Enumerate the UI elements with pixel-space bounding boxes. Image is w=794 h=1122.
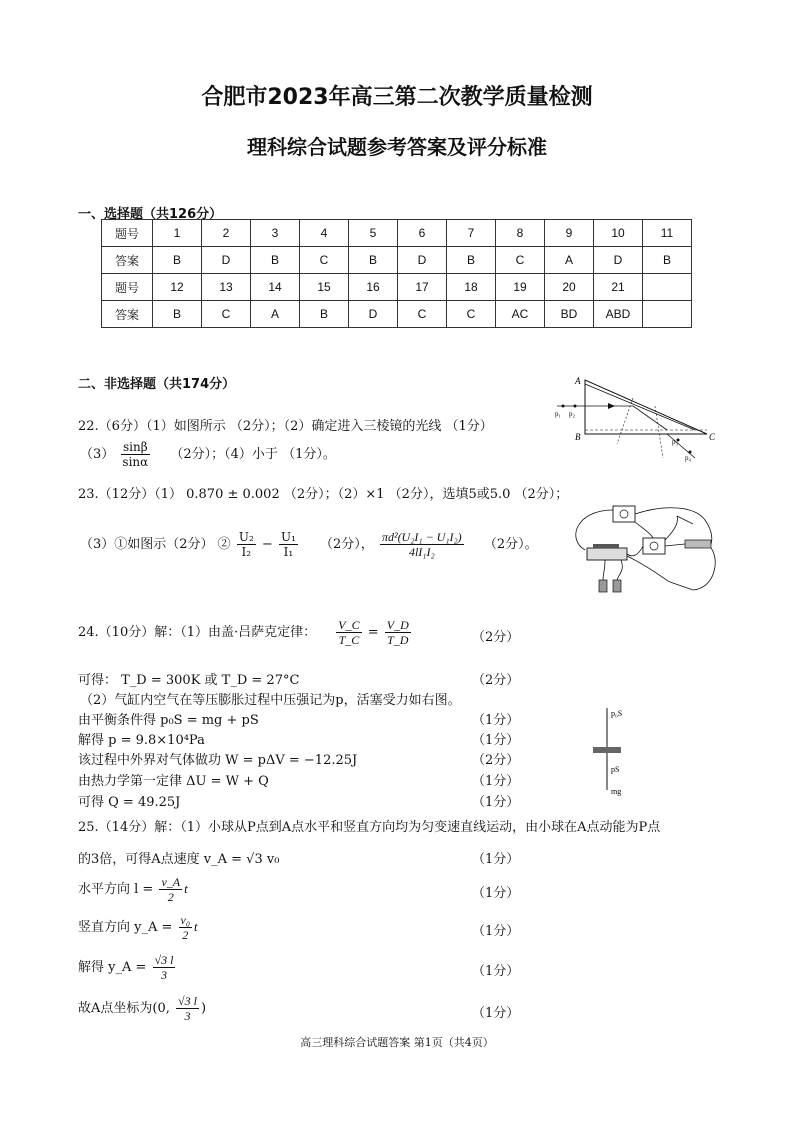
minus-sign: − [261,537,273,552]
answer-table [101,219,692,328]
q22-fraction [120,440,150,469]
table-cell: 1 [153,220,202,247]
fraction-denominator: 3 [184,1009,191,1023]
table-cell: 6 [398,220,447,247]
table-cell: B [153,301,202,328]
q25-line6-prefix: 故A点坐标为(0, [78,1001,170,1016]
q25-points-6: （1分） [472,1006,520,1021]
q24-points-5: （1分） [472,733,520,748]
table-cell: 21 [594,274,643,301]
fraction-numerator: V_C [338,618,360,632]
table-cell: 10 [594,220,643,247]
page-title: 合肥市2023年高三第二次教学质量检测 [201,85,593,110]
table-cell: 12 [153,274,202,301]
fraction-va-2 [159,875,182,904]
table-cell: 19 [496,274,545,301]
fraction-resistivity [380,530,464,559]
fraction-denominator: T_C [338,633,360,647]
table-cell: 15 [300,274,349,301]
section2-heading: 二、非选择题（共174分） [78,377,236,392]
fraction-denominator: I₁ [283,545,294,559]
fraction-coordinate [176,994,199,1023]
q24-line2: 可得： T_D = 300K 或 T_D = 27°C [78,673,300,688]
table-cell: ABD [594,301,643,328]
q25-line4 [78,913,198,942]
table-cell: 2 [202,220,251,247]
q24-points-8: （1分） [472,795,520,810]
table-cell: 16 [349,274,398,301]
q25-line3-prefix: 水平方向 l = [78,882,154,897]
q25-line6 [78,994,206,1023]
q25-line3 [78,875,188,904]
table-cell: C [398,301,447,328]
fraction-numerator: √3 l [178,994,197,1008]
q24-points-6: （2分） [472,753,520,768]
fraction-numerator: πd²(U₂I₁ − U₁I₂) [381,530,462,544]
q24-points-7: （1分） [472,774,520,789]
label-p3: p₃ [672,438,678,446]
q22-prefix: （3） [80,447,115,462]
fraction-denominator: 2 [182,928,189,942]
fraction-numerator: V_D [386,618,409,632]
table-cell [643,274,692,301]
q25-points-2: （1分） [472,852,520,867]
table-cell: B [251,247,300,274]
table-cell [643,301,692,328]
q24-line3: （2）气缸内空气在等压膨胀过程中压强记为p，活塞受力如右图。 [80,693,461,708]
force-label-mid: pS [611,765,620,774]
prism-figure [545,372,720,462]
table-row [102,301,692,328]
q24-line6: 该过程中外界对气体做功 W = pΔV = −12.25J [78,753,358,768]
fraction-u2-i2 [237,530,256,559]
q25-line6-suffix: ) [200,1001,207,1016]
fraction-denominator: sinα [122,455,149,469]
q22-suffix: （2分）；（4）小于 （1分）。 [170,447,336,462]
fraction-v0-2 [179,913,193,942]
q25-line1: 25.（14分）解：（1）小球从P点到A点水平和竖直方向均为匀变速直线运动，由小球在A点动能为P点 [78,820,661,835]
table-cell: 13 [202,274,251,301]
fraction-numerator: √3 l [154,953,174,967]
label-p2: p₂ [569,410,575,418]
table-cell: 20 [545,274,594,301]
fraction-denominator: 4lI₁I₂ [408,545,435,559]
q25-points-4: （1分） [472,924,520,939]
table-row [102,220,692,247]
table-cell: D [398,247,447,274]
q25-line4-prefix: 竖直方向 y_A = [78,920,173,935]
q24-line5: 解得 p = 9.8×10⁴Pa [78,733,205,748]
fraction-denominator: I₂ [241,545,252,559]
q24-line1 [78,618,413,647]
q22-line1: 22.（6分）（1）如图所示 （2分）；（2）确定进入三棱镜的光线 （1分） [78,419,493,434]
q24-line7: 由热力学第一定律 ΔU = W + Q [78,774,269,789]
table-cell: 8 [496,220,545,247]
q25-line5-prefix: 解得 y_A = [78,960,147,975]
q25-line2: 的3倍，可得A点速度 v_A = √3 v₀ [78,852,280,867]
table-cell: AC [496,301,545,328]
row-label: 答案 [102,301,153,328]
table-row [102,247,692,274]
q24-points-1: （2分） [472,630,520,645]
fraction-denominator: 2 [167,890,174,904]
q25-points-5: （1分） [472,964,520,979]
q24-prefix: 24.（10分）解：（1）由盖·吕萨克定律： [78,625,317,640]
table-cell: B [153,247,202,274]
table-cell: 11 [643,220,692,247]
q25-points-3: （1分） [472,886,520,901]
table-cell: 18 [447,274,496,301]
table-cell: C [300,247,349,274]
table-cell: 4 [300,220,349,247]
table-cell: B [643,247,692,274]
fraction-numerator: sinβ [123,440,148,454]
fraction-denominator: T_D [387,633,409,647]
label-p4: p₄ [685,454,691,462]
table-cell: C [202,301,251,328]
fraction-numerator: v₀ [180,913,191,927]
q23-mid: （2分）， [320,537,374,552]
fraction-denominator: 3 [160,968,167,982]
equals-sign: = [367,625,379,640]
table-row [102,274,692,301]
table-cell: 9 [545,220,594,247]
label-c: C [709,432,716,442]
table-cell: B [300,301,349,328]
q24-points-4: （1分） [472,713,520,728]
q22-line2 [80,440,336,469]
force-diagram [585,700,645,800]
q25-line3-suffix: t [184,881,188,896]
table-cell: 7 [447,220,496,247]
q23-suffix: （2分）。 [483,537,538,552]
table-cell: 14 [251,274,300,301]
q24-line8: 可得 Q = 49.25J [78,795,181,810]
force-label-top: p₀S [611,709,623,718]
table-cell: A [545,247,594,274]
row-label: 题号 [102,274,153,301]
q23-line1: 23.（12分）（1） 0.870 ± 0.002 （2分）；（2）×1 （2分），选填5或5.0 （2分）； [78,487,569,502]
page-subtitle: 理科综合试题参考答案及评分标准 [247,135,547,159]
table-cell: 17 [398,274,447,301]
fraction-u1-i1 [279,530,298,559]
force-label-bottom: mg [611,787,622,796]
table-cell: 3 [251,220,300,247]
q23-prefix: （3）①如图示（2分） ② [80,537,231,552]
fraction-sqrt3l-3 [153,953,176,982]
fraction-vd-td [385,618,411,647]
label-b: B [575,432,581,442]
section1-heading: 一、选择题（共126分） [78,207,223,222]
table-cell: C [447,301,496,328]
row-label: 题号 [102,220,153,247]
q23-line2 [80,530,538,559]
table-cell: B [349,247,398,274]
table-cell: C [496,247,545,274]
label-a: A [575,376,581,386]
table-cell: A [251,301,300,328]
table-cell: BD [545,301,594,328]
fraction-numerator: U₁ [280,530,296,544]
fraction-numerator: U₂ [238,530,254,544]
table-cell: B [447,247,496,274]
fraction-numerator: v_A [161,875,181,889]
circuit-figure [565,500,725,600]
q24-points-2: （2分） [472,673,520,688]
page-footer: 高三理科综合试题答案 第1页（共4页） [300,1036,494,1049]
q24-line4: 由平衡条件得 p₀S = mg + pS [78,713,259,728]
table-cell: D [594,247,643,274]
table-cell: 5 [349,220,398,247]
q25-line5 [78,953,177,982]
q25-line4-suffix: t [194,919,198,934]
label-p1: p₁ [555,410,561,418]
fraction-vc-tc [336,618,361,647]
table-cell: D [202,247,251,274]
row-label: 答案 [102,247,153,274]
table-cell: D [349,301,398,328]
